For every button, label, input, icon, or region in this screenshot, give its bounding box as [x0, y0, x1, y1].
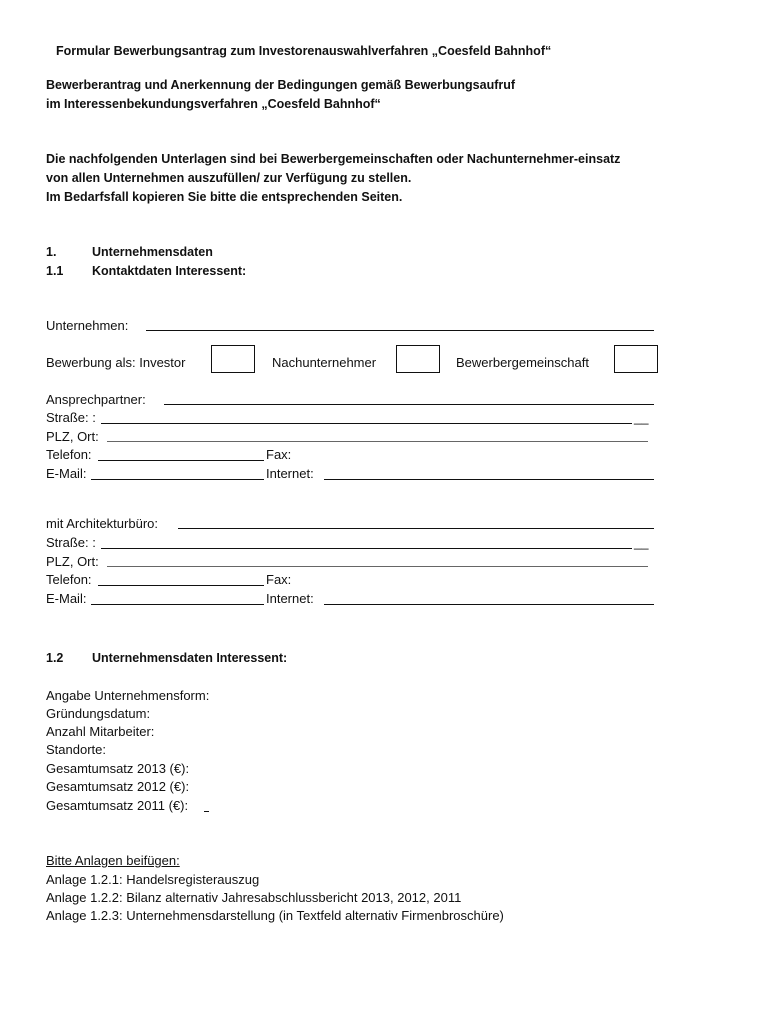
revenue-2011-field[interactable] — [204, 811, 209, 812]
founded-label: Gründungsdatum: — [46, 706, 151, 721]
legal-form-label: Angabe Unternehmensform: — [46, 688, 210, 703]
email-label: E-Mail: — [46, 466, 87, 481]
investor-label: Bewerbung als: Investor — [46, 355, 186, 370]
zip-city-label: PLZ, Ort: — [46, 429, 99, 444]
locations-label: Standorte: — [46, 742, 106, 757]
consortium-label: Bewerbergemeinschaft — [456, 355, 589, 370]
employees-label: Anzahl Mitarbeiter: — [46, 724, 155, 739]
section-1-number: 1. — [46, 245, 57, 259]
architect-zip-city-field[interactable] — [107, 566, 648, 567]
architect-zip-city-label: PLZ, Ort: — [46, 554, 99, 569]
subcontractor-label: Nachunternehmer — [272, 355, 377, 370]
architect-street-label: Straße: : — [46, 535, 96, 550]
architect-email-label: E-Mail: — [46, 591, 87, 606]
section-1-2-number: 1.2 — [46, 651, 64, 665]
subtitle-line-1: Bewerberantrag und Anerkennung der Bedingungen gemäß Bewerbungsaufruf — [46, 78, 516, 92]
street-label: Straße: : — [46, 410, 96, 425]
architect-street-field[interactable] — [101, 548, 632, 549]
company-label: Unternehmen: — [46, 318, 129, 333]
subtitle-line-2: im Interessenbekundungsverfahren „Coesfeld Bahnhof“ — [46, 97, 381, 111]
attachments-heading: Bitte Anlagen beifügen: — [46, 853, 180, 868]
architect-email-field[interactable] — [91, 604, 264, 605]
architect-internet-field[interactable] — [324, 604, 654, 605]
subcontractor-checkbox[interactable] — [396, 345, 440, 373]
phone-label: Telefon: — [46, 447, 92, 462]
architect-street-tail: __ — [634, 535, 649, 550]
architect-label: mit Architekturbüro: — [46, 516, 158, 531]
intro-line-1: Die nachfolgenden Unterlagen sind bei Bewerbergemeinschaften oder Nachunternehmer-einsatz — [46, 152, 621, 166]
internet-field[interactable] — [324, 479, 654, 480]
section-1-1-title: Kontaktdaten Interessent: — [92, 264, 247, 278]
revenue-2013-label: Gesamtumsatz 2013 (€): — [46, 761, 190, 776]
intro-line-3: Im Bedarfsfall kopieren Sie bitte die entsprechenden Seiten. — [46, 190, 403, 204]
revenue-2012-label: Gesamtumsatz 2012 (€): — [46, 779, 190, 794]
intro-line-2: von allen Unternehmen auszufüllen/ zur Verfügung zu stellen. — [46, 171, 412, 185]
consortium-checkbox[interactable] — [614, 345, 658, 373]
section-1-2-title: Unternehmensdaten Interessent: — [92, 651, 288, 665]
phone-field[interactable] — [98, 460, 264, 461]
email-field[interactable] — [91, 479, 264, 480]
architect-phone-label: Telefon: — [46, 572, 92, 587]
contact-person-label: Ansprechpartner: — [46, 392, 146, 407]
architect-internet-label: Internet: — [266, 591, 314, 606]
company-field[interactable] — [146, 330, 654, 331]
street-field-tail: __ — [634, 410, 649, 425]
section-1-1-number: 1.1 — [46, 264, 64, 278]
investor-checkbox[interactable] — [211, 345, 255, 373]
architect-field[interactable] — [178, 528, 654, 529]
attachment-1-2-2: Anlage 1.2.2: Bilanz alternativ Jahresabschlussbericht 2013, 2012, 2011 — [46, 890, 462, 905]
street-field[interactable] — [101, 423, 632, 424]
section-1-title: Unternehmensdaten — [92, 245, 213, 259]
zip-city-field[interactable] — [107, 441, 648, 442]
internet-label: Internet: — [266, 466, 314, 481]
architect-fax-label: Fax: — [266, 572, 292, 587]
revenue-2011-label: Gesamtumsatz 2011 (€): — [46, 798, 189, 813]
form-title: Formular Bewerbungsantrag zum Investorenauswahlverfahren „Coesfeld Bahnhof“ — [56, 44, 552, 58]
attachment-1-2-3: Anlage 1.2.3: Unternehmensdarstellung (in Textfeld alternativ Firmenbroschüre) — [46, 908, 504, 923]
contact-person-field[interactable] — [164, 404, 654, 405]
fax-label: Fax: — [266, 447, 292, 462]
architect-phone-field[interactable] — [98, 585, 264, 586]
attachment-1-2-1: Anlage 1.2.1: Handelsregisterauszug — [46, 872, 260, 887]
